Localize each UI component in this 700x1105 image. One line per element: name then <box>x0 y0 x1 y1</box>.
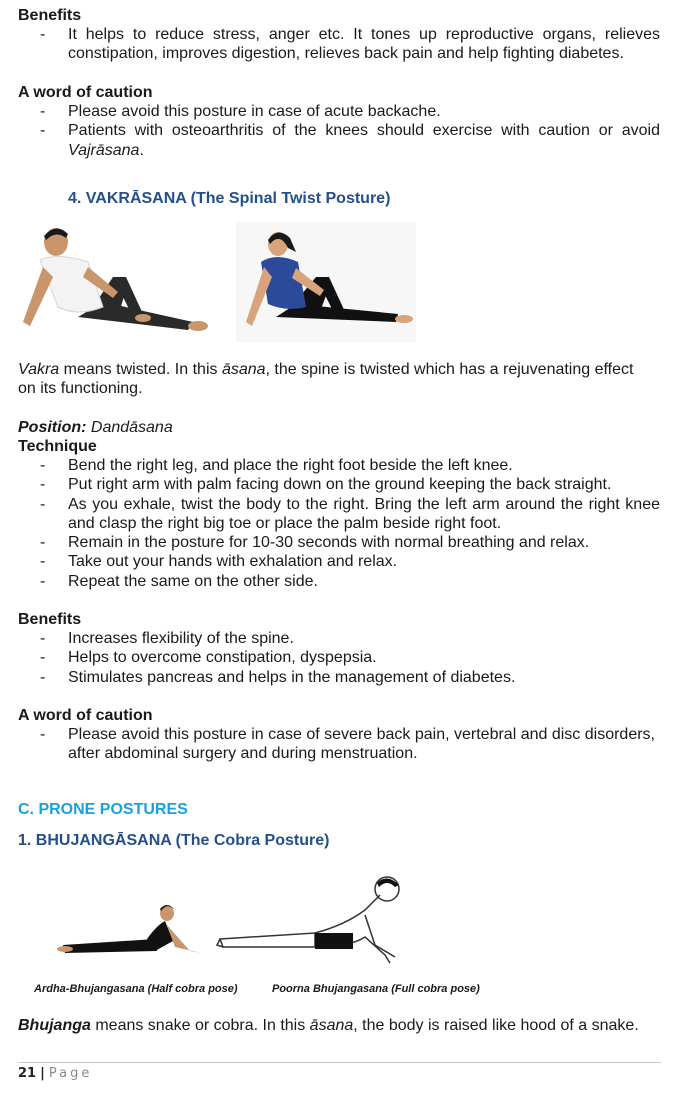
caution-heading-2: A word of caution <box>18 707 153 724</box>
list-item: - Patients with osteoarthritis of the knees should exercise with caution or avoid Vajrāsana. <box>40 122 660 159</box>
list-item: - Helps to overcome constipation, dyspepsia. <box>40 649 377 667</box>
prone-postures-title: C. PRONE POSTURES <box>18 801 188 818</box>
vakrasana-man-image <box>18 222 208 342</box>
full-cobra-caption: Poorna Bhujangasana (Full cobra pose) <box>272 983 480 995</box>
caution-list-2 <box>0 725 700 764</box>
footer-divider <box>18 1062 661 1063</box>
list-item: - Please avoid this posture in case of severe back pain, vertebral and disc disorders, after abdominal surgery and during menstruation. <box>40 726 655 763</box>
list-item: - Remain in the posture for 10-30 seconds with normal breathing and relax. <box>40 534 590 552</box>
position-line: Position: Dandāsana <box>18 419 173 436</box>
vakrasana-intro: Vakra means twisted. In this āsana, the spine is twisted which has a rejuvenating effect on its functioning. <box>18 361 634 397</box>
list-item: - As you exhale, twist the body to the right. Bring the left arm around the right knee and clasp the right big toe or place the palm beside right foot. <box>40 495 660 532</box>
technique-heading: Technique <box>18 438 97 455</box>
list-item: - Stimulates pancreas and helps in the management of diabetes. <box>40 668 516 686</box>
caution-heading: A word of caution <box>18 84 153 101</box>
list-item: - Repeat the same on the other side. <box>40 572 318 590</box>
bhujangasana-intro: Bhujanga means snake or cobra. In this āsana, the body is raised like hood of a snake. <box>18 1017 639 1034</box>
vakrasana-woman-image <box>236 222 416 342</box>
list-item: - Take out your hands with exhalation and relax. <box>40 553 398 571</box>
benefits-heading-2: Benefits <box>18 611 82 628</box>
page-label: Page <box>48 1066 93 1081</box>
half-cobra-caption: Ardha-Bhujangasana (Half cobra pose) <box>34 983 238 995</box>
full-cobra-image <box>215 875 420 970</box>
benefits-list <box>0 25 700 64</box>
technique-list <box>0 456 700 591</box>
list-item: - Bend the right leg, and place the right foot beside the left knee. <box>40 457 513 474</box>
list-item: - Please avoid this posture in case of acute backache. <box>40 103 441 120</box>
list-item: - Put right arm with palm facing down on the ground keeping the back straight. <box>40 476 612 494</box>
benefits-list-2 <box>0 629 700 687</box>
bhujangasana-title: 1. BHUJANGĀSANA (The Cobra Posture) <box>18 832 330 849</box>
caution-list <box>0 102 700 160</box>
page-number: 21 <box>18 1066 37 1081</box>
vakrasana-title: 4. VAKRĀSANA (The Spinal Twist Posture) <box>68 190 391 207</box>
page-footer: 21 | Page <box>18 1066 93 1081</box>
benefits-heading: Benefits <box>18 7 82 24</box>
list-item: - It helps to reduce stress, anger etc. It tones up reproductive organs, relieves constipation, improves digestion, relieves back pain and help fighting diabetes. <box>40 26 660 63</box>
half-cobra-image <box>55 895 205 965</box>
list-item: - Increases flexibility of the spine. <box>40 630 294 647</box>
